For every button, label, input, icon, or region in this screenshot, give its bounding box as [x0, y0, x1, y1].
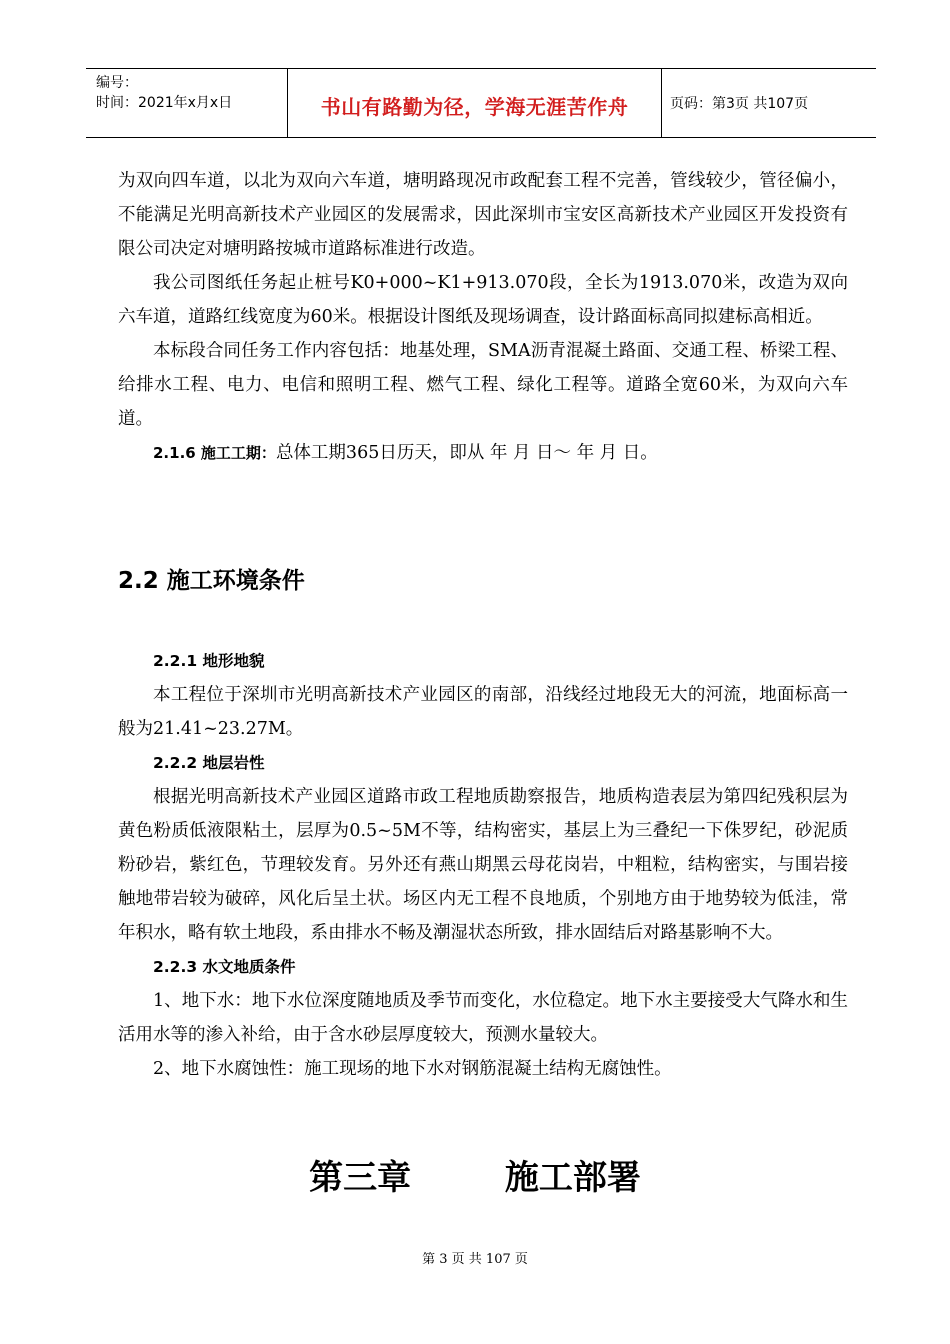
paragraph-duration [118, 436, 848, 470]
paragraph-strata: 根据光明高新技术产业园区道路市政工程地质勘察报告，地质构造表层为第四纪残积层为黄色粉质低液限粘土，层厚为0.5~5M不等，结构密实，基层上为三叠纪一下侏罗纪，砂泥质粉砂岩，紫红色，节理较发育。另外还有燕山期黑云母花岗岩，中粗粒，结构密实，与围岩接触地带岩较为破碎，风化后呈土状。场区内无工程不良地质，个别地方由于地势较为低洼，常年积水，略有软土地段，系由排水不畅及潮湿状态所致，排水固结后对路基影响不大。 [118, 787, 848, 943]
subsection-hydro-title: 2.2.3 水文地质条件 [153, 958, 296, 976]
chapter-heading [0, 1150, 950, 1199]
chapter-title: 施工部署 [504, 1158, 641, 1198]
document-time-label: 时间：2021年x月x日 [96, 95, 233, 111]
duration-label: 2.1.6 施工工期： [153, 444, 276, 462]
page-footer: 第 3 页 共 107 页 [422, 1252, 528, 1267]
duration-text: 总体工期365日历天，即从 年 月 日～ 年 月 日。 [275, 443, 658, 463]
paragraph-road-status: 为双向四车道，以北为双向六车道，塘明路现况市政配套工程不完善，管线较少，管径偏小，不能满足光明高新技术产业园区的发展需求，因此深圳市宝安区高新技术产业园区开发投资有限公司决定对塘明路按城市道路标准进行改造。 [118, 171, 848, 259]
header-page-label: 页码：第3页 共107页 [670, 96, 809, 112]
subsection-strata-title: 2.2.2 地层岩性 [153, 754, 265, 772]
paragraph-contract: 本标段合同任务工作内容包括：地基处理，SMA沥青混凝土路面、交通工程、桥梁工程、给排水工程、电力、电信和照明工程、燃气工程、绿化工程等。道路全宽60米，为双向六车道。 [118, 341, 848, 429]
page-header [86, 68, 876, 138]
header-motto: 书山有路勤为径，学海无涯苦作舟 [288, 69, 662, 137]
header-meta [86, 69, 288, 137]
paragraph-scope: 我公司图纸任务起止桩号K0+000~K1+913.070段，全长为1913.070米，改造为双向六车道，道路红线宽度为60米。根据设计图纸及现场调查，设计路面标高同拟建标高相近。 [118, 273, 848, 327]
paragraph-corrosion: 2、地下水腐蚀性：施工现场的地下水对钢筋混凝土结构无腐蚀性。 [153, 1059, 672, 1079]
subsection-terrain-title: 2.2.1 地形地貌 [153, 652, 265, 670]
paragraph-groundwater: 1、地下水：地下水位深度随地质及季节而变化，水位稳定。地下水主要接受大气降水和生活用水等的渗入补给，由于含水砂层厚度较大，预测水量较大。 [118, 991, 848, 1045]
section-2-2-title: 2.2 施工环境条件 [118, 568, 305, 594]
document-number-label: 编号： [96, 75, 138, 91]
paragraph-terrain: 本工程位于深圳市光明高新技术产业园区的南部，沿线经过地段无大的河流，地面标高一般为21.41~23.27M。 [118, 685, 848, 739]
section-2-2-body [118, 644, 848, 1086]
chapter-number: 第三章 [309, 1158, 412, 1198]
section-2-1-body [118, 164, 848, 470]
